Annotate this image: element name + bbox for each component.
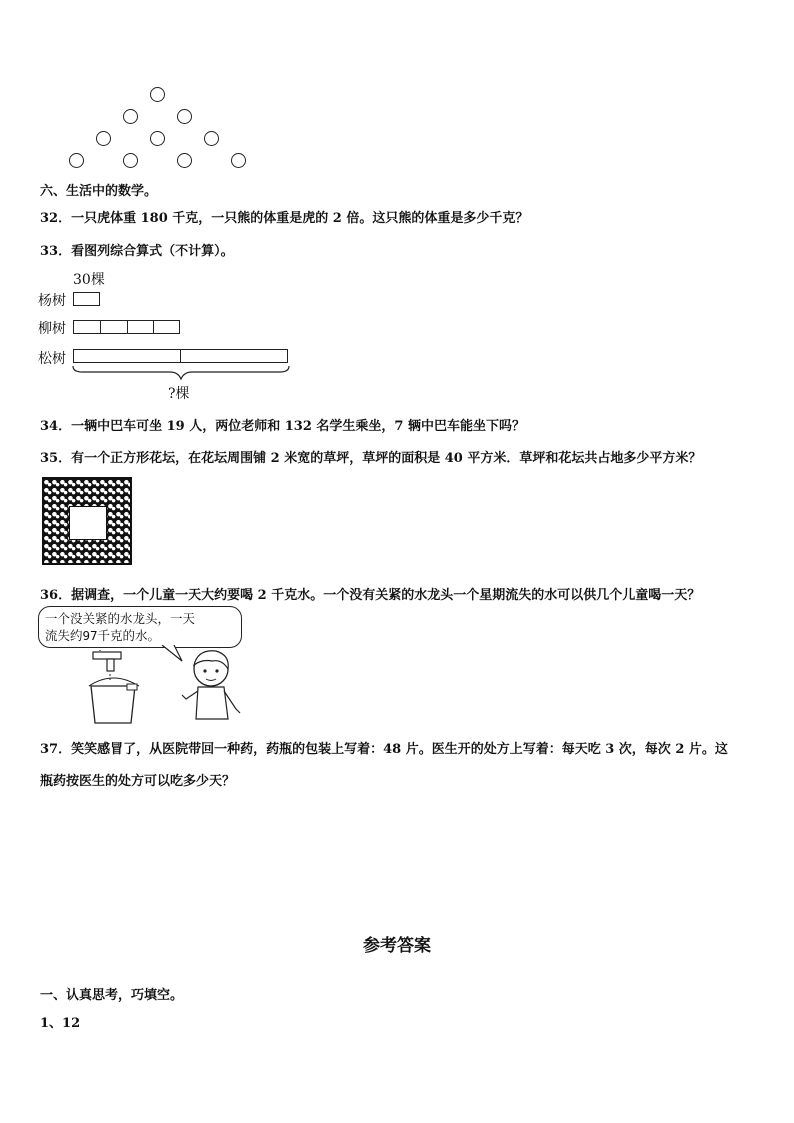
circle — [150, 131, 165, 146]
brace — [70, 364, 292, 382]
circle — [123, 109, 138, 124]
faucet-bucket-illustration — [85, 650, 145, 725]
pine-bar — [73, 349, 288, 363]
answer-1: 1、12 — [40, 1016, 81, 1031]
speech-bubble — [38, 606, 242, 648]
question-33: 33．看图列综合算式（不计算）。 — [40, 244, 234, 259]
flowerbed — [69, 506, 107, 540]
willow-bar — [73, 320, 180, 334]
bubble-line-1: 一个没关紧的水龙头，一天 — [45, 611, 196, 626]
question-36: 36．据调查，一个儿童一天大约要喝 2 千克水。一个没有关紧的水龙头一个星期流失的水可以供几个儿童喝一天？ — [40, 588, 701, 603]
row-label-willow: 柳树 — [38, 321, 66, 337]
bubble-line-2: 流失约97千克的水。 — [45, 628, 161, 643]
brace-label: ?棵 — [168, 386, 190, 402]
circle — [123, 153, 138, 168]
boy-illustration — [178, 647, 248, 722]
circle — [204, 131, 219, 146]
circle — [177, 109, 192, 124]
circle — [177, 153, 192, 168]
question-35: 35．有一个正方形花坛，在花坛周围铺 2 米宽的草坪，草坪的面积是 40 平方米．草坪和花坛共占地多少平方米？ — [40, 451, 702, 466]
answers-section-1: 一、认真思考，巧填空。 — [40, 988, 184, 1003]
answers-heading: 参考答案 — [363, 936, 431, 956]
question-37-line-1: 37．笑笑感冒了，从医院带回一种药，药瓶的包装上写着：48 片。医生开的处方上写着：每天吃 3 次，每次 2 片。这 — [40, 742, 728, 757]
section-6-title: 六、生活中的数学。 — [40, 184, 158, 199]
poplar-bar — [73, 292, 100, 306]
circle — [150, 87, 165, 102]
circle — [231, 153, 246, 168]
row-label-poplar: 杨树 — [38, 293, 66, 309]
circle — [96, 131, 111, 146]
question-34: 34．一辆中巴车可坐 19 人，两位老师和 132 名学生乘坐，7 辆中巴车能坐下吗？ — [40, 419, 525, 434]
circle — [69, 153, 84, 168]
question-37-line-2: 瓶药按医生的处方可以吃多少天？ — [40, 774, 236, 789]
question-32: 32．一只虎体重 180 千克，一只熊的体重是虎的 2 倍。这只熊的体重是多少千克？ — [40, 211, 529, 226]
lawn-flowerbed-figure — [42, 477, 132, 565]
top-label: 30棵 — [73, 272, 105, 288]
row-label-pine: 松树 — [38, 351, 66, 367]
